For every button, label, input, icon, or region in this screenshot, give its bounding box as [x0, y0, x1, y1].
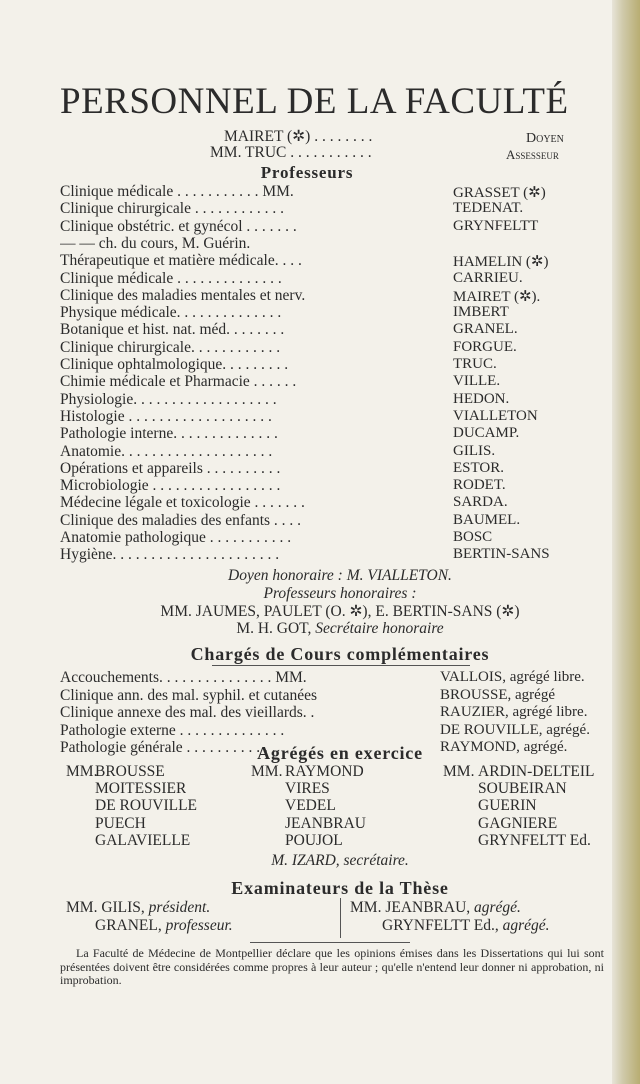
professor-name: ESTOR. [453, 459, 504, 476]
lecturer-subject: Clinique annexe des mal. des vieillards. . [60, 704, 315, 722]
lecturer-name: VALLOIS, agrégé libre. [440, 669, 585, 685]
agrege-name: PUECH [95, 814, 146, 832]
honorary-secretary-role: Secrétaire honoraire [315, 620, 444, 637]
examiner-name: GRYNFELTT Ed., [382, 917, 499, 934]
professor-name: FORGUE. [453, 338, 517, 355]
agreges-secretary: M. IZARD, secrétaire. [271, 852, 409, 869]
lecturer-subject: Pathologie externe . . . . . . . . . . . . . . [60, 721, 285, 739]
dean-name: MAIRET (✲) [224, 128, 311, 145]
lecturer-subject: Pathologie générale . . . . . . . . . . . . [60, 739, 276, 757]
lecturer-name: BROUSSE, agrégé [440, 686, 555, 703]
agrege-name: GAGNIERE [478, 814, 558, 832]
agreges-col-prefix: MM. [443, 763, 475, 780]
professor-name: HAMELIN (✲) [453, 254, 549, 271]
examiners-heading: Examinateurs de la Thèse [231, 878, 449, 898]
professor-subject: Pathologie interne. . . . . . . . . . . . . . [60, 425, 278, 443]
professor-subject: Clinique chirurgicale. . . . . . . . . . . . [60, 338, 281, 356]
professor-subject: — — ch. du cours, M. Guérin. [60, 234, 251, 252]
professor-subject: Clinique médicale . . . . . . . . . . . MM. [60, 183, 294, 200]
professor-subject: Anatomie. . . . . . . . . . . . . . . . . . . . [60, 442, 273, 460]
professor-subject: Hygiène. . . . . . . . . . . . . . . . . . . . . . [60, 546, 280, 564]
assessor-role: Assesseur [506, 147, 559, 162]
professor-subject: Histologie . . . . . . . . . . . . . . . . . . . [60, 407, 272, 425]
professor-subject: Thérapeutique et matière médicale. . . . [60, 252, 302, 270]
lecturer-name: RAYMOND, agrégé. [440, 739, 568, 756]
professor-subject: Clinique des maladies mentales et nerv. [60, 286, 306, 304]
honorary-profs-line2 [60, 620, 620, 638]
professor-name: HEDON. [453, 390, 510, 407]
agrege-name: RAYMOND [285, 763, 364, 780]
professor-name: GRANEL. [453, 321, 518, 338]
honorary-dean: Doyen honoraire : M. VIALLETON. [228, 567, 452, 584]
professor-name: DUCAMP. [453, 425, 520, 442]
agrege-name: BROUSSE [95, 763, 165, 780]
agreges-col-prefix: MM. [251, 763, 283, 780]
examiner-left [66, 899, 210, 917]
disclaimer: La Faculté de Médecine de Montpellier déclare que les opinions émises dans les Dissertations qui lui sont présentées doivent être considérées comme propres à leur auteur ; qu'elle n'entend leur donner ni approbation, ni improbation. [60, 946, 604, 987]
professor-subject: Anatomie pathologique . . . . . . . . . . . [60, 529, 292, 546]
dean-dots: . . . . . . . . [314, 128, 373, 145]
examiner-role: agrégé. [474, 899, 521, 916]
agrege-name: VEDEL [285, 797, 336, 815]
examiners-rule [250, 942, 410, 943]
lecturers-heading-rule [212, 665, 470, 666]
professor-name: GRYNFELTT [453, 217, 539, 234]
professor-subject: Microbiologie . . . . . . . . . . . . . . . . . [60, 477, 281, 495]
honorary-secretary-name: M. H. GOT, [236, 620, 312, 637]
agrege-name: ARDIN-DELTEIL [478, 763, 595, 780]
professor-name: CARRIEU. [453, 269, 523, 286]
professor-subject: Chimie médicale et Pharmacie . . . . . . [60, 373, 297, 391]
examiner-right [382, 917, 550, 935]
professor-subject: Physiologie. . . . . . . . . . . . . . . . . . . [60, 390, 277, 408]
professor-subject: Opérations et appareils . . . . . . . . . . [60, 459, 281, 477]
lecturer-subject: Accouchements. . . . . . . . . . . . . . . MM. [60, 669, 307, 686]
lecturers-heading: Chargés de Cours complémentaires [190, 644, 490, 664]
assessor-line [210, 144, 520, 162]
professor-name: RODET. [453, 477, 506, 494]
professor-subject: Médecine légale et toxicologie . . . . . . . [60, 494, 305, 512]
examiner-name: MM. JEANBRAU, [350, 899, 471, 916]
professor-name: VILLE. [453, 373, 501, 390]
examiner-name: MM. GILIS, [66, 899, 145, 916]
professor-name: MAIRET (✲). [453, 288, 541, 305]
agrege-name: POUJOL [285, 831, 343, 849]
examiner-role: président. [148, 899, 211, 916]
examiner-name: GRANEL, [95, 917, 162, 934]
agrege-name: SOUBEIRAN [478, 780, 567, 798]
lecturer-name: DE ROUVILLE, agrégé. [440, 721, 590, 738]
professors-heading: Professeurs [260, 163, 354, 182]
professor-name: VIALLETON [453, 407, 538, 424]
examiner-role: professeur. [165, 917, 233, 934]
professor-name: TEDENAT. [453, 200, 524, 217]
dean-role: Doyen [526, 131, 564, 146]
professor-subject: Clinique obstétric. et gynécol . . . . . . . [60, 217, 297, 235]
agrege-name: GRYNFELTT Ed. [478, 831, 591, 849]
professor-subject: Physique médicale. . . . . . . . . . . . . . [60, 304, 282, 322]
lecturer-name: RAUZIER, agrégé libre. [440, 704, 588, 721]
professor-subject: Clinique médicale . . . . . . . . . . . . . . [60, 269, 282, 287]
professor-name: TRUC. [453, 356, 497, 372]
professor-name: IMBERT [453, 304, 509, 321]
examiner-role: agrégé. [502, 917, 550, 934]
agrege-name: GALAVIELLE [95, 831, 191, 849]
examiners-divider [340, 898, 341, 938]
professor-name: SARDA. [453, 494, 508, 511]
honorary-profs-heading: Professeurs honoraires : [263, 585, 417, 602]
professor-subject: Clinique chirurgicale . . . . . . . . . . . . [60, 200, 284, 218]
professor-subject: Clinique ophtalmologique. . . . . . . . . [60, 356, 289, 373]
professor-name: BAUMEL. [453, 511, 521, 528]
agrege-name: DE ROUVILLE [95, 797, 198, 815]
examiner-right [350, 899, 521, 917]
examiner-left [95, 917, 233, 935]
agreges-col-prefix: MM. [66, 763, 98, 780]
professor-name: GILIS. [453, 442, 496, 459]
agrege-name: GUERIN [478, 797, 537, 815]
assessor-dots: . . . . . . . . . . . [290, 144, 372, 161]
agreges-heading: Agrégés en exercice [257, 743, 423, 763]
professor-subject: Clinique des maladies des enfants . . . . [60, 511, 302, 529]
page-edge [612, 0, 640, 1084]
lecturer-subject: Clinique ann. des mal. syphil. et cutanées [60, 686, 317, 704]
professor-subject: Botanique et hist. nat. méd. . . . . . . . [60, 321, 285, 339]
agrege-name: MOITESSIER [95, 780, 187, 798]
honorary-profs-line1: MM. JAUMES, PAULET (O. ✲), E. BERTIN-SANS (✲) [160, 603, 520, 620]
page-title: PERSONNEL DE LA FACULTÉ [60, 81, 569, 122]
professor-name: GRASSET (✲) [453, 185, 546, 201]
professor-name: BOSC [453, 529, 493, 545]
professor-name: BERTIN-SANS [453, 546, 550, 563]
agrege-name: VIRES [285, 780, 330, 798]
agrege-name: JEANBRAU [285, 814, 366, 832]
assessor-name: MM. TRUC [210, 144, 287, 161]
